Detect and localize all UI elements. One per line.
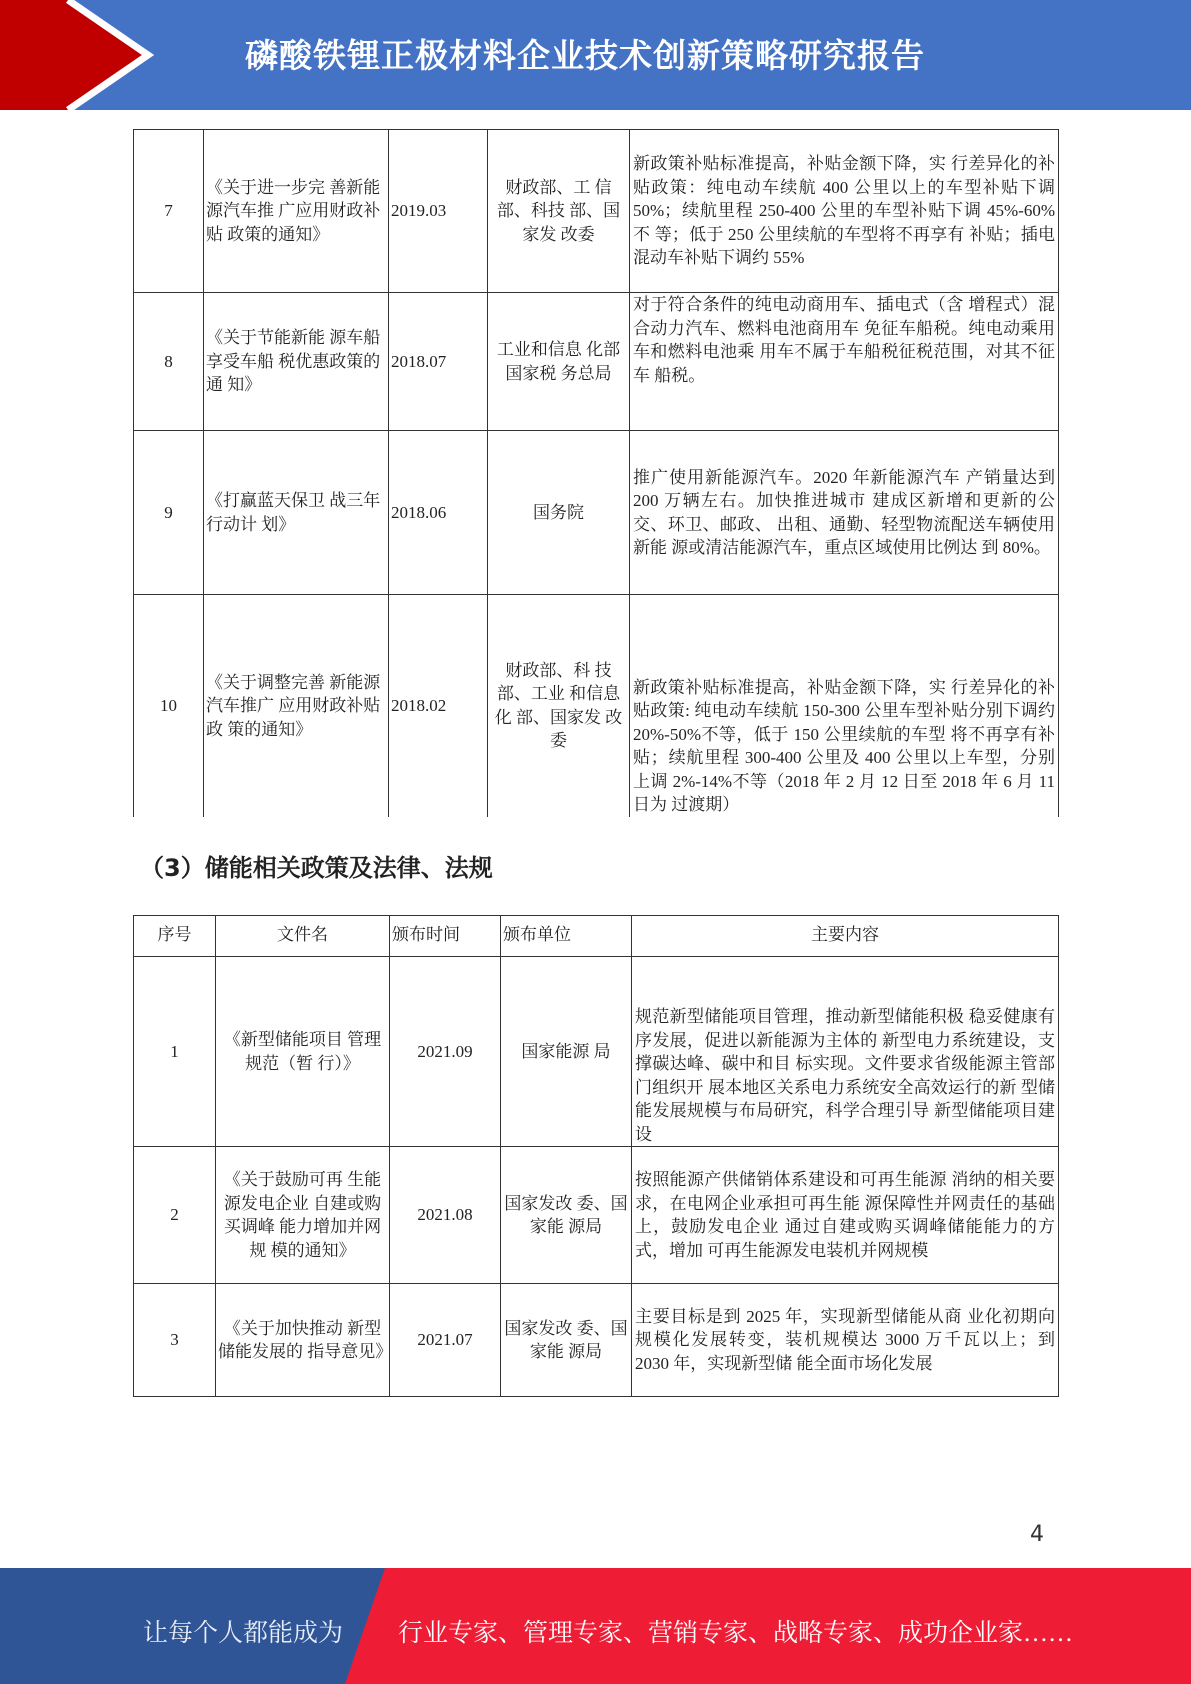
issue-date: 2021.07: [390, 1284, 501, 1397]
row-number: 7: [134, 130, 204, 293]
table-row: [134, 293, 1059, 431]
page-header: [0, 0, 1191, 110]
row-number: 10: [134, 595, 204, 817]
document-name: 《关于进一步完 善新能源汽车推 广应用财政补贴 政策的通知》: [204, 130, 389, 293]
issuer: 国务院: [488, 431, 630, 595]
main-content: 新政策补贴标准提高，补贴金额下降，实 行差异化的补贴政策：纯电动车续航 400 公里以上的车型补贴下调 50%；续航里程 250-400 公里的车型补贴下调 45%-60%不 等；低于 250 公里续航的车型将不再享有 补贴；插电混动车补贴下调约 55%: [630, 130, 1059, 293]
report-title: 磷酸铁锂正极材料企业技术创新策略研究报告: [245, 36, 925, 75]
page-number: 4: [1030, 1522, 1044, 1547]
row-number: 1: [134, 957, 216, 1147]
document-name: 《关于调整完善 新能源汽车推广 应用财政补贴政 策的通知》: [204, 595, 389, 817]
issue-date: 2021.09: [390, 957, 501, 1147]
issue-date: 2019.03: [389, 130, 488, 293]
header-content: 主要内容: [632, 916, 1059, 957]
main-content: 按照能源产供储销体系建设和可再生能源 消纳的相关要求，在电网企业承担可再生能 源保障性并网责任的基础上，鼓励发电企业 通过自建或购买调峰储能能力的方式，增加 可再生能源发电装机并网规模: [632, 1147, 1059, 1284]
footer-slogan-left: 让每个人都能成为: [143, 1620, 344, 1647]
issue-date: 2021.08: [390, 1147, 501, 1284]
issue-date: 2018.07: [389, 293, 488, 431]
issuer: 财政部、科 技部、工业 和信息化 部、国家发 改委: [488, 595, 630, 817]
section-heading: （3）储能相关政策及法律、法规: [140, 854, 493, 882]
nev-policy-table-continued: [133, 129, 1059, 817]
main-content: 推广使用新能源汽车。2020 年新能源汽车 产销量达到 200 万辆左右。加快推进城市 建成区新增和更新的公交、环卫、邮政、 出租、通勤、轻型物流配送车辆使用新能 源或清洁能源汽车，重点区域使用比例达 到 80%。: [630, 431, 1059, 595]
document-name: 《新型储能项目 管理规范（暂 行）》: [216, 957, 390, 1147]
issue-date: 2018.02: [389, 595, 488, 817]
document-name: 《打赢蓝天保卫 战三年行动计 划》: [204, 431, 389, 595]
issue-date: 2018.06: [389, 431, 488, 595]
table-row: [134, 957, 1059, 1147]
table-row: [134, 130, 1059, 293]
table-row: [134, 595, 1059, 817]
document-name: 《关于加快推动 新型储能发展的 指导意见》: [216, 1284, 390, 1397]
issuer: 国家发改 委、国家能 源局: [501, 1284, 632, 1397]
table-row: [134, 1284, 1059, 1397]
row-number: 2: [134, 1147, 216, 1284]
document-name: 《关于节能新能 源车船享受车船 税优惠政策的通 知》: [204, 293, 389, 431]
header-date: 颁布时间: [390, 916, 501, 957]
table-header-row: [134, 916, 1059, 957]
main-content: 主要目标是到 2025 年，实现新型储能从商 业化初期向规模化发展转变，装机规模达 3000 万千瓦以上；到 2030 年，实现新型储 能全面市场化发展: [632, 1284, 1059, 1397]
document-name: 《关于鼓励可再 生能源发电企业 自建或购买调峰 能力增加并网规 模的通知》: [216, 1147, 390, 1284]
table-row: [134, 431, 1059, 595]
header-arrow-logo: [0, 0, 160, 110]
main-content: 规范新型储能项目管理，推动新型储能积极 稳妥健康有序发展，促进以新能源为主体的 新型电力系统建设，支撑碳达峰、碳中和目 标实现。文件要求省级能源主管部门组织开 展本地区关系电力系统安全高效运行的新 型储能发展规模与布局研究，科学合理引导 新型储能项目建设: [632, 957, 1059, 1147]
issuer: 国家发改 委、国家能 源局: [501, 1147, 632, 1284]
issuer: 财政部、工 信部、科技 部、国家发 改委: [488, 130, 630, 293]
main-content: 新政策补贴标准提高，补贴金额下降，实 行差异化的补贴政策: 纯电动车续航 150-300 公里车型补贴分别下调约 20%-50%不等，低于 150 公里续航的车型 将不再享有补贴；续航里程 300-400 公里及 400 公里以上车型，分别上调 2%-14%不等（2018 年 2 月 12 日至 2018 年 6 月 11 日为 过渡期）: [630, 595, 1059, 817]
row-number: 3: [134, 1284, 216, 1397]
main-content: 对于符合条件的纯电动商用车、插电式（含 增程式）混合动力汽车、燃料电池商用车 免征车船税。纯电动乘用车和燃料电池乘 用车不属于车船税征税范围，对其不征车 船税。: [630, 293, 1059, 431]
footer-slogan-right: 行业专家、管理专家、营销专家、战略专家、成功企业家……: [398, 1620, 1074, 1647]
issuer: 国家能源 局: [501, 957, 632, 1147]
header-name: 文件名: [216, 916, 390, 957]
row-number: 8: [134, 293, 204, 431]
issuer: 工业和信息 化部国家税 务总局: [488, 293, 630, 431]
row-number: 9: [134, 431, 204, 595]
header-no: 序号: [134, 916, 216, 957]
energy-storage-policy-table: [133, 915, 1059, 1397]
table-row: [134, 1147, 1059, 1284]
header-issuer: 颁布单位: [501, 916, 632, 957]
